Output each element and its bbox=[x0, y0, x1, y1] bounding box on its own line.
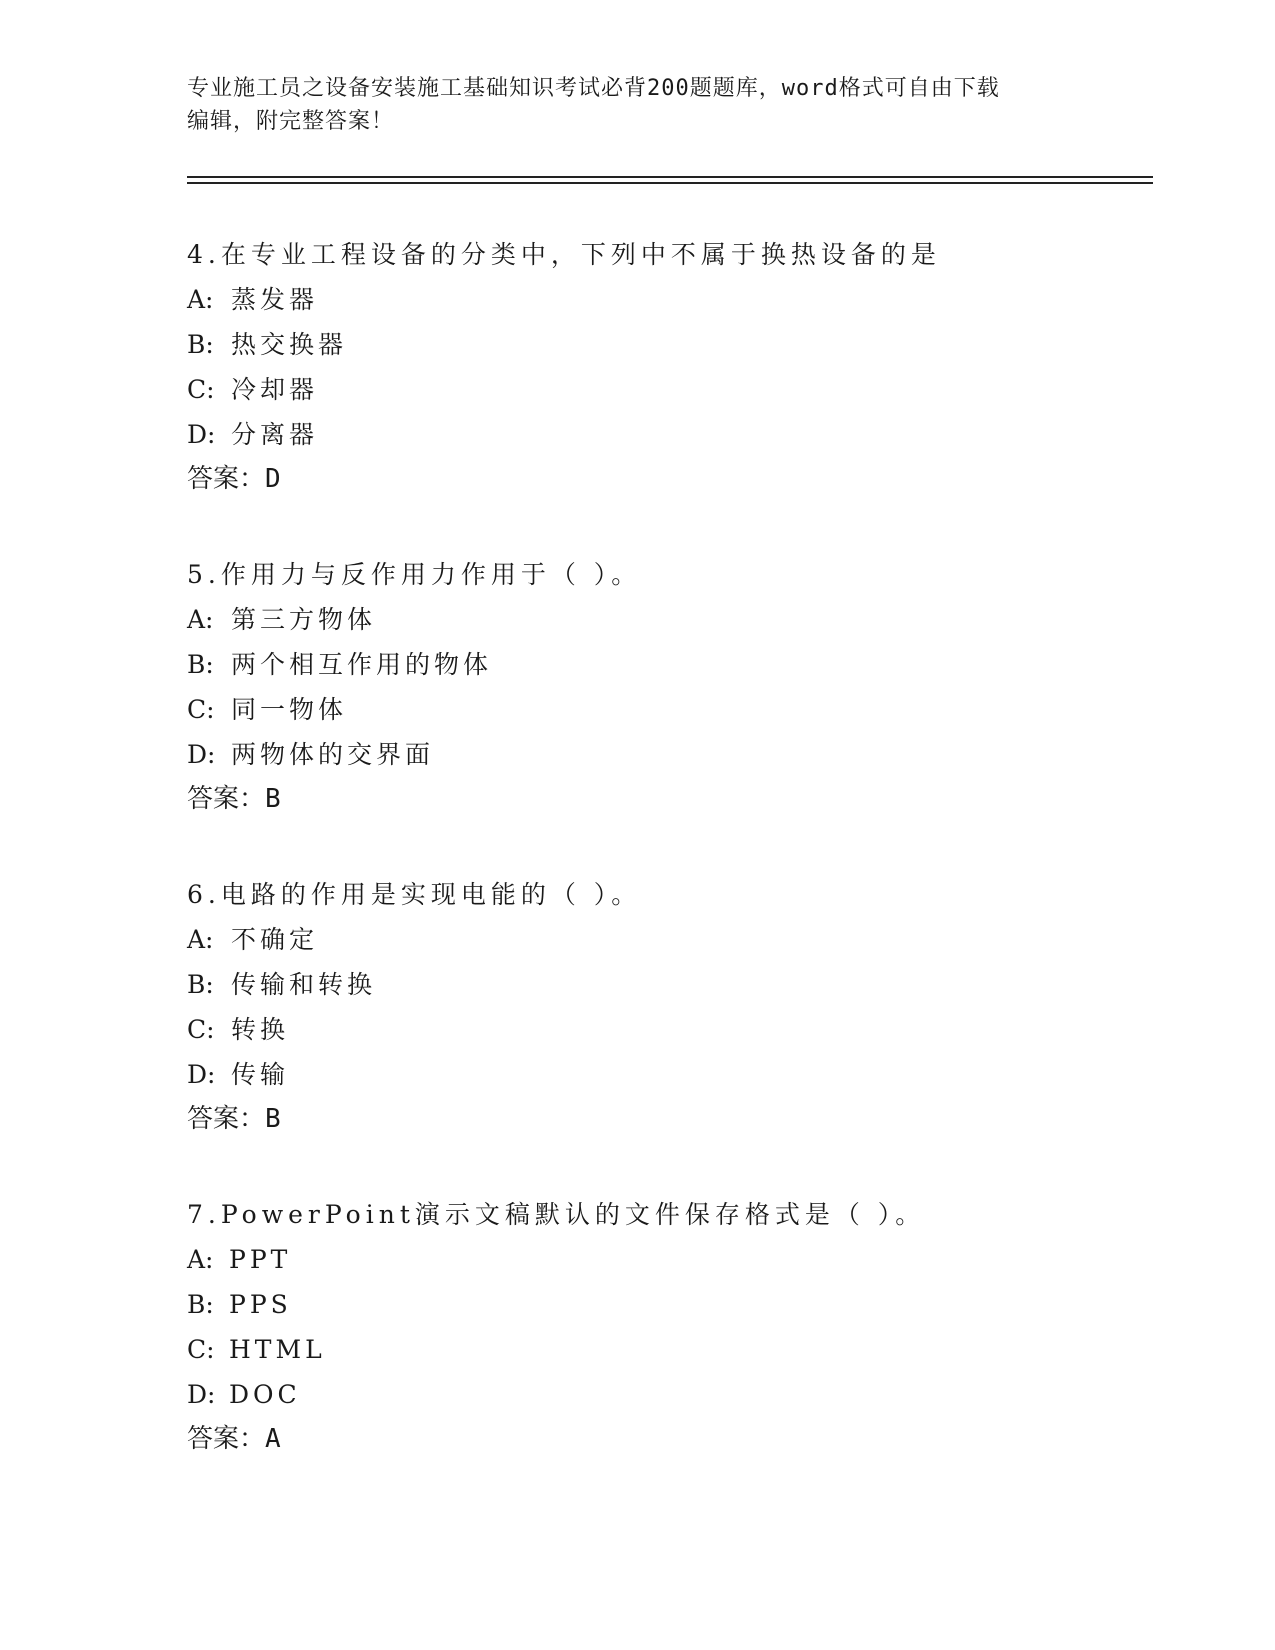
option-text: 分离器 bbox=[231, 420, 319, 449]
option-c bbox=[187, 687, 1153, 732]
option-b bbox=[187, 322, 1153, 367]
answer-value: B bbox=[265, 1104, 281, 1134]
option-text: 两物体的交界面 bbox=[231, 740, 435, 769]
option-text: 同一物体 bbox=[231, 695, 348, 724]
header-divider-top bbox=[187, 176, 1153, 178]
header-title-line-1: 专业施工员之设备安装施工基础知识考试必背200题题库，word格式可自由下载 bbox=[187, 76, 1000, 101]
option-key: C: bbox=[187, 1015, 215, 1044]
answer-line bbox=[187, 1097, 1153, 1142]
option-a bbox=[187, 1237, 1153, 1282]
option-key: D: bbox=[187, 420, 216, 449]
option-a bbox=[187, 597, 1153, 642]
option-key: A: bbox=[187, 1245, 214, 1274]
question-stem: 4.在专业工程设备的分类中，下列中不属于换热设备的是 bbox=[187, 240, 941, 269]
option-key: C: bbox=[187, 695, 215, 724]
option-key: D: bbox=[187, 740, 216, 769]
header-title-line-2: 编辑，附完整答案！ bbox=[187, 109, 395, 134]
option-text: 热交换器 bbox=[231, 330, 348, 359]
answer-label: 答案： bbox=[187, 464, 266, 494]
answer-value: B bbox=[265, 784, 281, 814]
option-key: B: bbox=[187, 650, 214, 679]
option-b bbox=[187, 642, 1153, 687]
option-text: PPT bbox=[229, 1245, 292, 1274]
option-key: C: bbox=[187, 375, 215, 404]
option-key: B: bbox=[187, 1290, 214, 1319]
option-b bbox=[187, 1282, 1153, 1327]
option-key: D: bbox=[187, 1380, 216, 1409]
answer-label: 答案： bbox=[187, 784, 266, 814]
option-c bbox=[187, 367, 1153, 412]
answer-line bbox=[187, 777, 1153, 822]
document-header bbox=[187, 72, 1087, 138]
option-b bbox=[187, 962, 1153, 1007]
option-text: DOC bbox=[229, 1380, 301, 1409]
answer-label: 答案： bbox=[187, 1424, 266, 1454]
answer-label: 答案： bbox=[187, 1104, 266, 1134]
question-stem: 6.电路的作用是实现电能的（ ）。 bbox=[187, 880, 642, 909]
option-key: B: bbox=[187, 970, 214, 999]
answer-line bbox=[187, 1417, 1153, 1462]
option-key: A: bbox=[187, 285, 214, 314]
answer-line bbox=[187, 457, 1153, 502]
option-text: 转换 bbox=[231, 1015, 290, 1044]
question-stem: 7.PowerPoint演示文稿默认的文件保存格式是（ ）。 bbox=[187, 1200, 926, 1229]
option-d bbox=[187, 1372, 1153, 1417]
option-text: HTML bbox=[229, 1335, 326, 1364]
option-key: A: bbox=[187, 925, 214, 954]
option-d bbox=[187, 1052, 1153, 1097]
option-text: 传输 bbox=[231, 1060, 290, 1089]
option-text: 两个相互作用的物体 bbox=[231, 650, 493, 679]
question-stem: 5.作用力与反作用力作用于（ ）。 bbox=[187, 560, 642, 589]
option-text: 传输和转换 bbox=[231, 970, 377, 999]
option-text: 不确定 bbox=[231, 925, 319, 954]
option-a bbox=[187, 277, 1153, 322]
option-key: A: bbox=[187, 605, 214, 634]
header-divider-bottom bbox=[187, 182, 1153, 184]
option-text: PPS bbox=[229, 1290, 292, 1319]
answer-value: A bbox=[265, 1424, 281, 1454]
option-c bbox=[187, 1007, 1153, 1052]
option-c bbox=[187, 1327, 1153, 1372]
option-text: 冷却器 bbox=[231, 375, 319, 404]
question-block-4 bbox=[187, 232, 1153, 552]
option-d bbox=[187, 412, 1153, 457]
answer-value: D bbox=[265, 464, 281, 494]
option-text: 第三方物体 bbox=[231, 605, 377, 634]
question-block-6 bbox=[187, 872, 1153, 1192]
option-text: 蒸发器 bbox=[231, 285, 319, 314]
option-key: B: bbox=[187, 330, 214, 359]
question-block-7 bbox=[187, 1192, 1153, 1512]
option-a bbox=[187, 917, 1153, 962]
option-key: D: bbox=[187, 1060, 216, 1089]
option-key: C: bbox=[187, 1335, 215, 1364]
question-list bbox=[187, 232, 1153, 1512]
question-block-5 bbox=[187, 552, 1153, 872]
option-d bbox=[187, 732, 1153, 777]
